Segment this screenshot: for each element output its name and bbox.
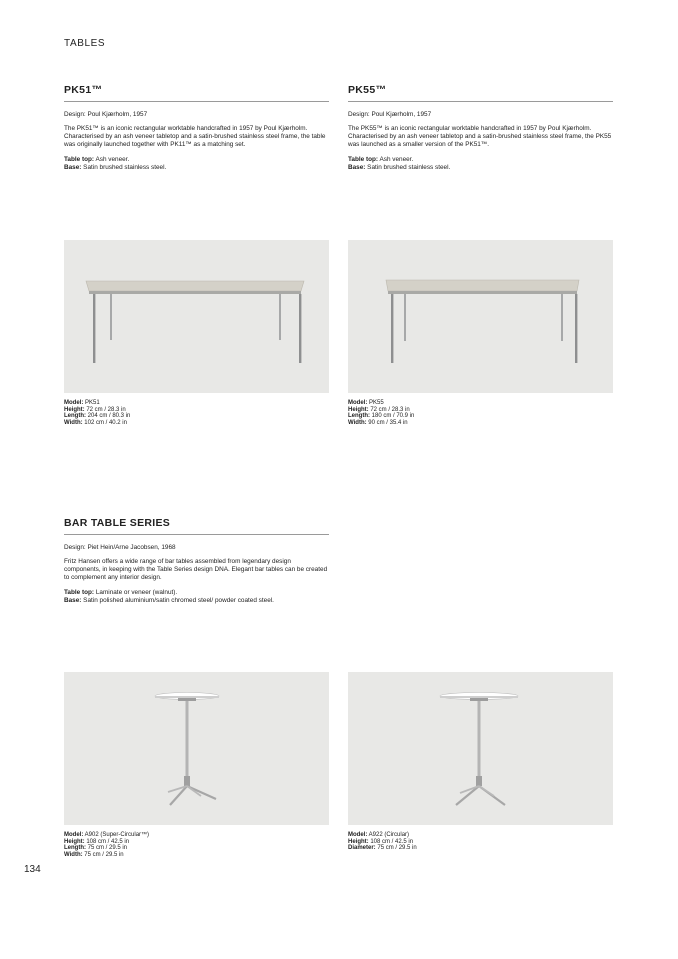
spec-label: Length:: [64, 845, 86, 852]
spec-label: Height:: [64, 406, 85, 413]
base-label: Base:: [64, 596, 82, 604]
spec-value: 90 cm / 35.4 in: [366, 419, 408, 426]
spec-value: 204 cm / 80.3 in: [86, 413, 131, 420]
spec-label: Width:: [64, 851, 83, 858]
spec-value: 75 cm / 29.5 in: [86, 845, 128, 852]
spec-value: 102 cm / 40.2 in: [82, 419, 127, 426]
spec-label: Model:: [64, 400, 84, 406]
spec-value: 180 cm / 70.9 in: [370, 413, 415, 420]
page-number: 134: [24, 864, 41, 875]
spec-value: PK55: [367, 400, 384, 406]
rect-table-illustration: [348, 240, 613, 393]
product-pk55: [348, 84, 613, 172]
spec-label: Model:: [348, 832, 368, 838]
table-top-label: Table top:: [348, 155, 379, 163]
pk55-dimensions: [348, 400, 613, 426]
material-specs: [64, 156, 329, 172]
spec-value: 72 cm / 28.3 in: [84, 406, 126, 413]
product-designer: Design: Poul Kjærholm, 1957: [64, 111, 148, 118]
spec-label: Height:: [348, 406, 369, 413]
spec-label: Length:: [64, 413, 86, 420]
a922-dimensions: [348, 832, 613, 852]
base-value: Satin brushed stainless steel.: [81, 163, 167, 171]
pk51-table-image: [64, 240, 329, 393]
spec-label: Diameter:: [348, 845, 376, 852]
table-top-label: Table top:: [64, 155, 95, 163]
a902-dimensions: [64, 832, 329, 858]
spec-value: 108 cm / 42.5 in: [84, 838, 130, 845]
base-value: Satin polished aluminium/satin chromed steel/ powder coated steel.: [81, 596, 274, 604]
spec-value: A902 (Super-Circular™): [83, 832, 150, 838]
product-pk51: [64, 84, 329, 172]
product-description: The PK55™ is an iconic rectangular worktable handcrafted in 1957 by Poul Kjærholm. Characterised by an ash veneer tabletop and a satin-brushed stainless steel frame, the PK55 was launched as a smaller version of the PK51™.: [348, 125, 612, 149]
base-label: Base:: [348, 163, 366, 171]
spec-value: 75 cm / 29.5 in: [82, 851, 124, 858]
series-title: BAR TABLE SERIES: [64, 517, 329, 535]
spec-value: 108 cm / 42.5 in: [368, 838, 414, 845]
bar-table-series: [64, 517, 349, 605]
pk55-table-image: [348, 240, 613, 393]
product-description: The PK51™ is an iconic rectangular worktable handcrafted in 1957 by Poul Kjærholm. Characterised by an ash veneer tabletop and a satin-brushed stainless steel frame, the table was originally launched together with PK11™ as a matching set.: [64, 125, 326, 149]
spec-label: Model:: [64, 832, 84, 838]
spec-value: 75 cm / 29.5 in: [375, 845, 417, 852]
bar-table-illustration: [348, 672, 613, 825]
spec-label: Width:: [64, 419, 83, 426]
table-top-value: Ash veneer.: [378, 155, 414, 163]
spec-label: Model:: [348, 400, 368, 406]
material-specs: [348, 156, 613, 172]
bar-table-illustration: [64, 672, 329, 825]
spec-label: Width:: [348, 419, 367, 426]
spec-value: A922 (Circular): [367, 832, 410, 838]
base-label: Base:: [64, 163, 82, 171]
spec-label: Height:: [64, 838, 85, 845]
table-top-label: Table top:: [64, 588, 95, 596]
material-specs: [64, 589, 349, 605]
spec-value: 72 cm / 28.3 in: [368, 406, 410, 413]
spec-label: Height:: [348, 838, 369, 845]
rect-table-illustration: [64, 240, 329, 393]
series-description: Fritz Hansen offers a wide range of bar tables assembled from legendary design components, in keeping with the Table Series design DNA. Elegant bar tables can be created to complement any interior design.: [64, 558, 328, 582]
section-title: TABLES: [64, 38, 106, 49]
product-designer: Design: Poul Kjærholm, 1957: [348, 111, 432, 118]
table-top-value: Ash veneer.: [94, 155, 130, 163]
product-title: PK51™: [64, 84, 329, 102]
a902-table-image: [64, 672, 329, 825]
base-value: Satin brushed stainless steel.: [365, 163, 451, 171]
series-designer: Design: Piet Hein/Arne Jacobsen, 1968: [64, 544, 176, 551]
pk51-dimensions: [64, 400, 329, 426]
a922-table-image: [348, 672, 613, 825]
table-top-value: Laminate or veneer (walnut).: [94, 588, 178, 596]
spec-label: Length:: [348, 413, 370, 420]
spec-value: PK51: [83, 400, 100, 406]
product-title: PK55™: [348, 84, 613, 102]
